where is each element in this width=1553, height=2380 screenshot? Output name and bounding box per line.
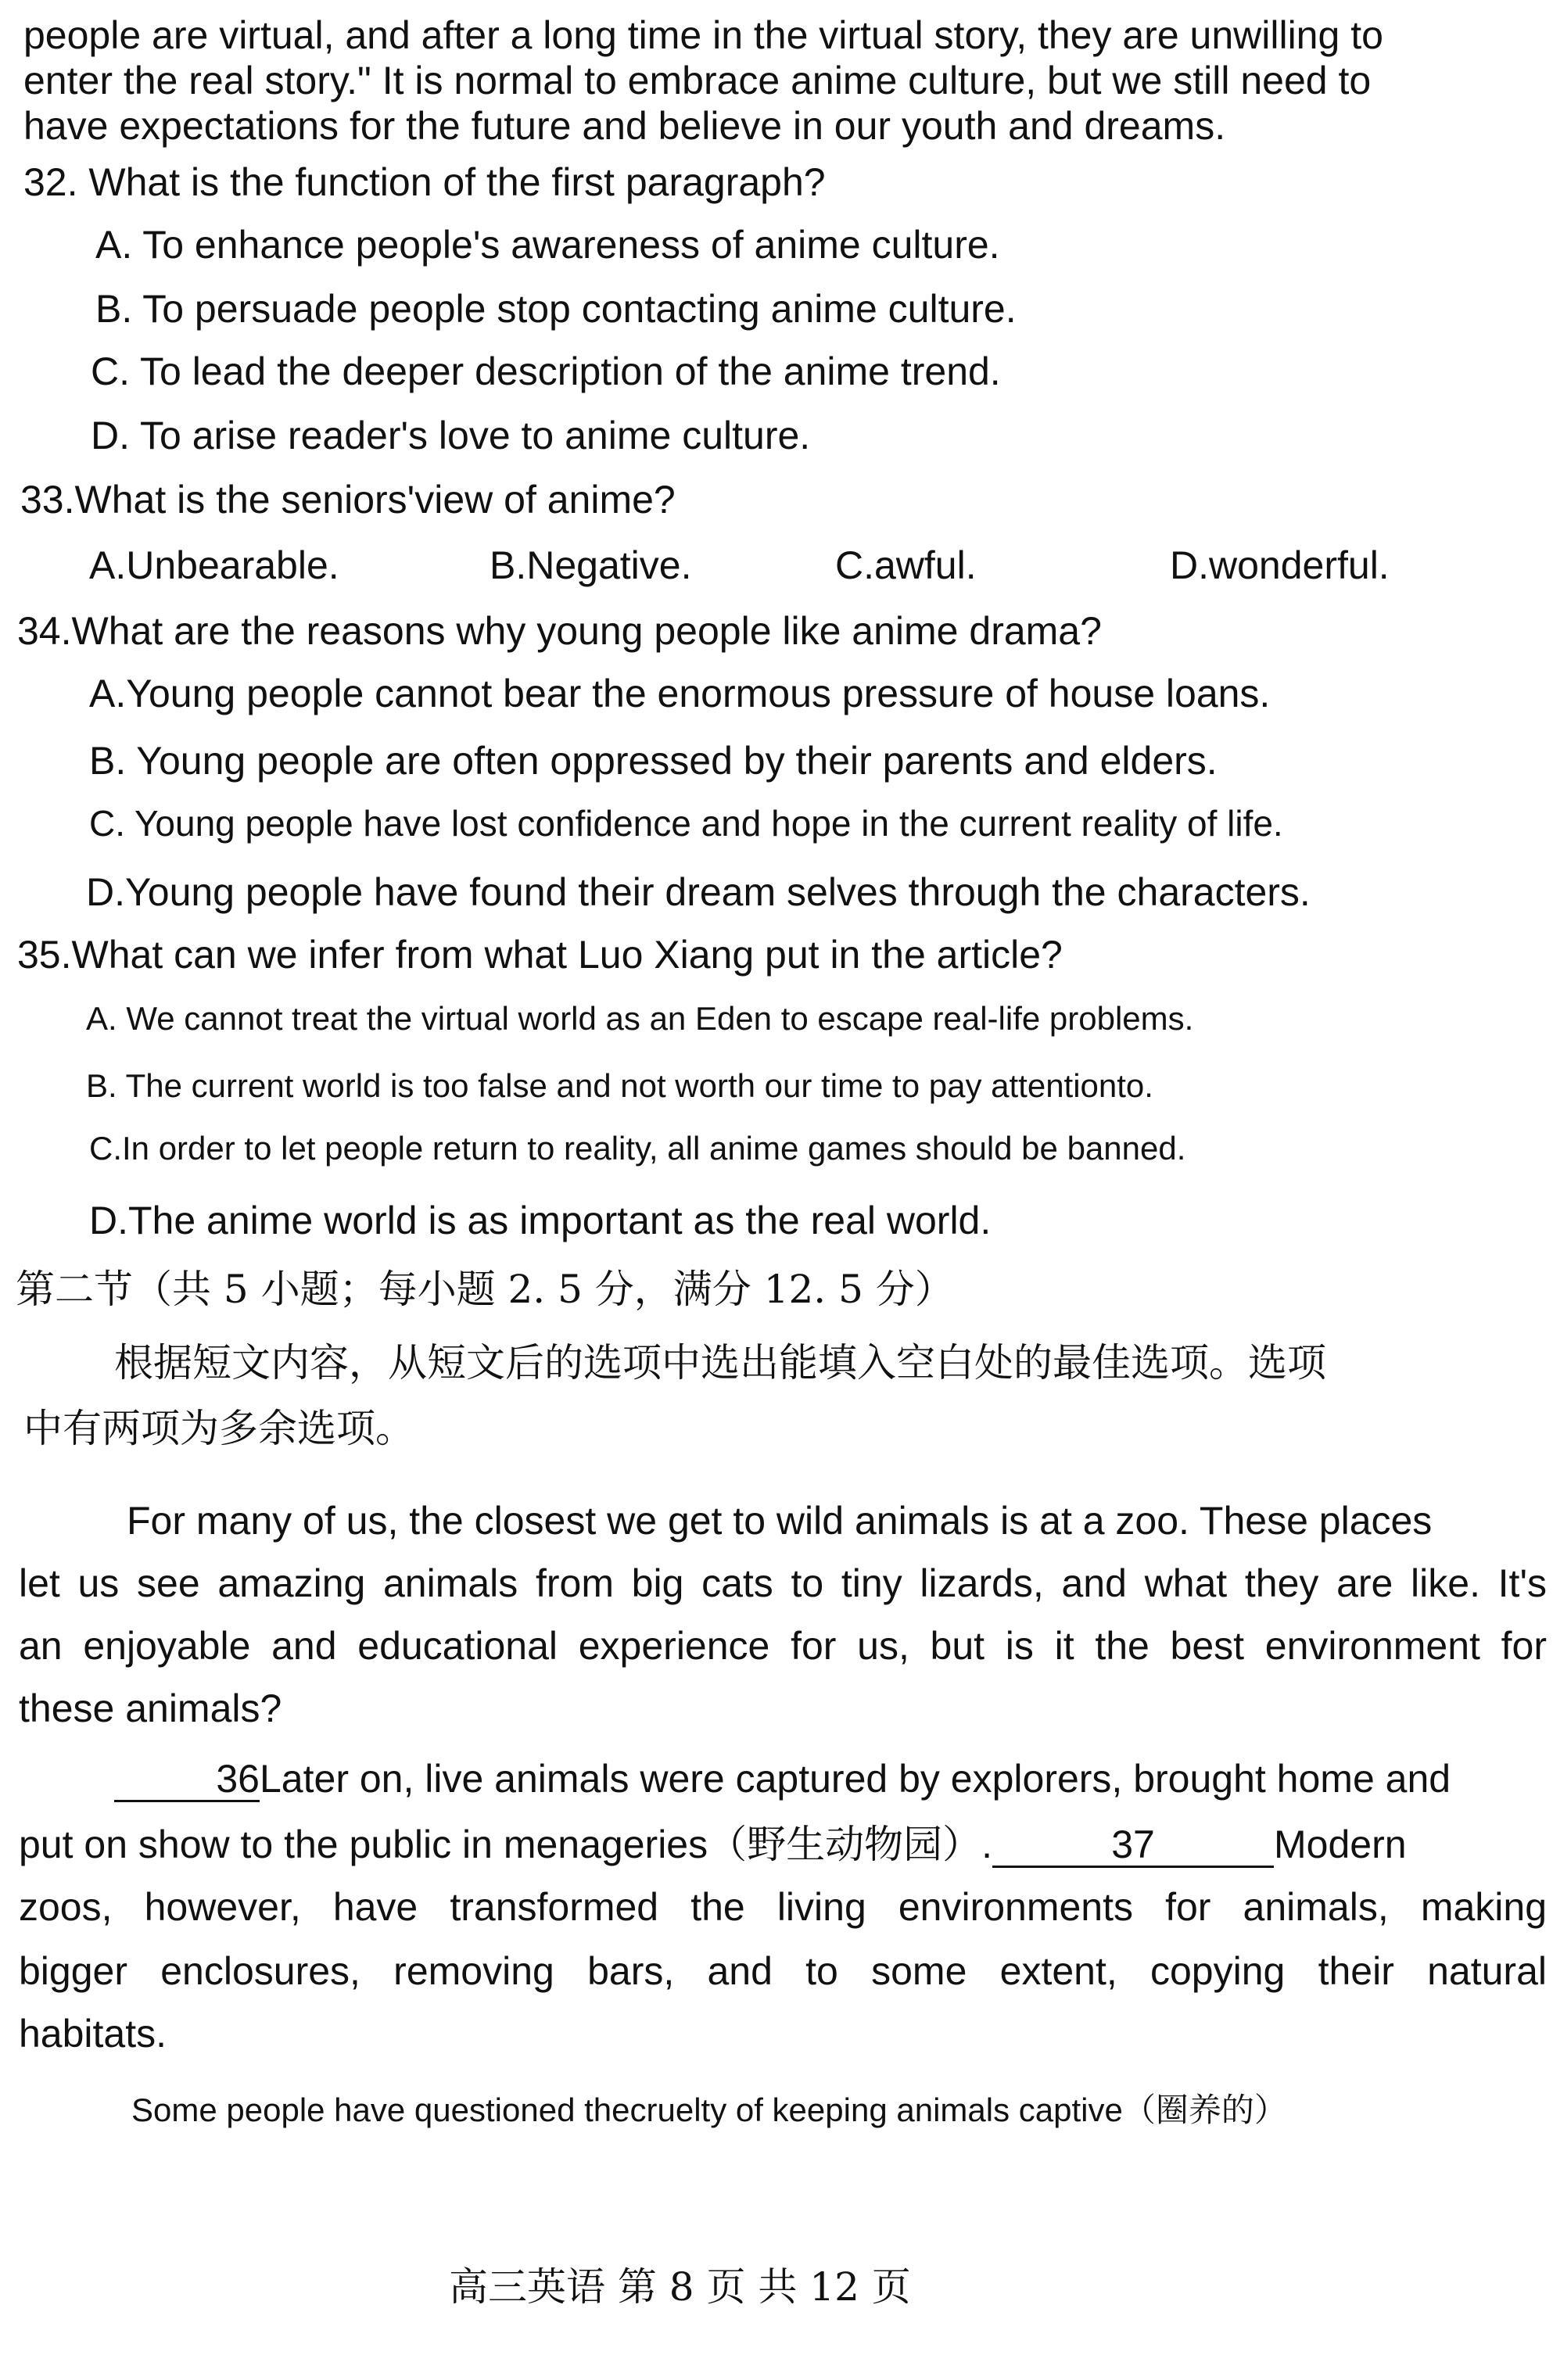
zoo-p1-line-3: an enjoyable and educational experience for us, but is it the best environment for bbox=[19, 1624, 1547, 1668]
zoo-p2-line-3: zoos, however, have transformed the living environments for animals, making bbox=[19, 1885, 1547, 1929]
zoo-p1-line-1: For many of us, the closest we get to wild animals is at a zoo. These places bbox=[127, 1499, 1433, 1543]
question-33: 33.What is the seniors'view of anime? bbox=[20, 478, 676, 522]
section-instruction-2: 中有两项为多余选项。 bbox=[23, 1406, 414, 1451]
q32-option-c: C. To lead the deeper description of the anime trend. bbox=[91, 349, 1001, 393]
q32-option-b: B. To persuade people stop contacting anime culture. bbox=[95, 287, 1017, 331]
section-heading: 第二节（共 5 小题；每小题 2. 5 分，满分 12. 5 分） bbox=[16, 1267, 954, 1312]
q33-option-b: B.Negative. bbox=[490, 543, 692, 587]
zoo-p2-line-5: habitats. bbox=[19, 2012, 167, 2056]
q35-option-b: B. The current world is too false and not worth our time to pay attentionto. bbox=[86, 1067, 1153, 1104]
zoo-p2-line-4: bigger enclosures, removing bars, and to some extent, copying their natural bbox=[19, 1949, 1547, 1993]
q35-option-d: D.The anime world is as important as the real world. bbox=[89, 1199, 992, 1242]
q33-option-a: A.Unbearable. bbox=[89, 543, 339, 587]
q35-option-c: C.In order to let people return to reality, all anime games should be banned. bbox=[89, 1130, 1186, 1167]
zoo-p2-line-2 bbox=[19, 1825, 1407, 1868]
question-34: 34.What are the reasons why young people like anime drama? bbox=[17, 609, 1102, 653]
blank-37[interactable]: 37 bbox=[992, 1825, 1274, 1868]
q35-option-a: A. We cannot treat the virtual world as an Eden to escape real-life problems. bbox=[86, 1000, 1194, 1037]
zoo-p1-line-4: these animals? bbox=[19, 1686, 282, 1730]
q34-option-a: A.Young people cannot bear the enormous pressure of house loans. bbox=[89, 672, 1271, 715]
section-instruction-1: 根据短文内容，从短文后的选项中选出能填入空白处的最佳选项。选项 bbox=[114, 1340, 1326, 1385]
zoo-p1-line-2: let us see amazing animals from big cats to tiny lizards, and what they are like. It's bbox=[19, 1561, 1547, 1605]
passage-line-3: have expectations for the future and believe in our youth and dreams. bbox=[23, 104, 1226, 148]
q34-option-c: C. Young people have lost confidence and hope in the current reality of life. bbox=[89, 803, 1283, 844]
page-footer: 高三英语 第 8 页 共 12 页 bbox=[449, 2264, 911, 2310]
zoo-p2-line-2-text: put on show to the public in menageries（野生动物园）. bbox=[19, 1823, 992, 1866]
q33-option-d: D.wonderful. bbox=[1170, 543, 1390, 587]
zoo-p2-line-1 bbox=[114, 1759, 1451, 1802]
q32-option-a: A. To enhance people's awareness of anime culture. bbox=[95, 223, 1000, 267]
passage-line-1: people are virtual, and after a long time in the virtual story, they are unwilling to bbox=[23, 13, 1383, 57]
q34-option-b: B. Young people are often oppressed by their parents and elders. bbox=[89, 739, 1218, 783]
passage-line-2: enter the real story." It is normal to embrace anime culture, but we still need to bbox=[23, 59, 1372, 102]
q34-option-d: D.Young people have found their dream selves through the characters. bbox=[86, 870, 1311, 914]
zoo-p2-line-2-post: Modern bbox=[1274, 1823, 1407, 1866]
q33-option-c: C.awful. bbox=[835, 543, 977, 587]
q32-option-d: D. To arise reader's love to anime culture. bbox=[91, 414, 811, 457]
zoo-p2-line-1-text: Later on, live animals were captured by explorers, brought home and bbox=[260, 1757, 1451, 1801]
question-35: 35.What can we infer from what Luo Xiang put in the article? bbox=[17, 933, 1063, 977]
zoo-p3-line-1: Some people have questioned thecruelty of keeping animals captive（圈养的） bbox=[131, 2091, 1287, 2128]
blank-36[interactable]: 36 bbox=[114, 1759, 260, 1802]
question-32: 32. What is the function of the first paragraph? bbox=[23, 160, 826, 204]
